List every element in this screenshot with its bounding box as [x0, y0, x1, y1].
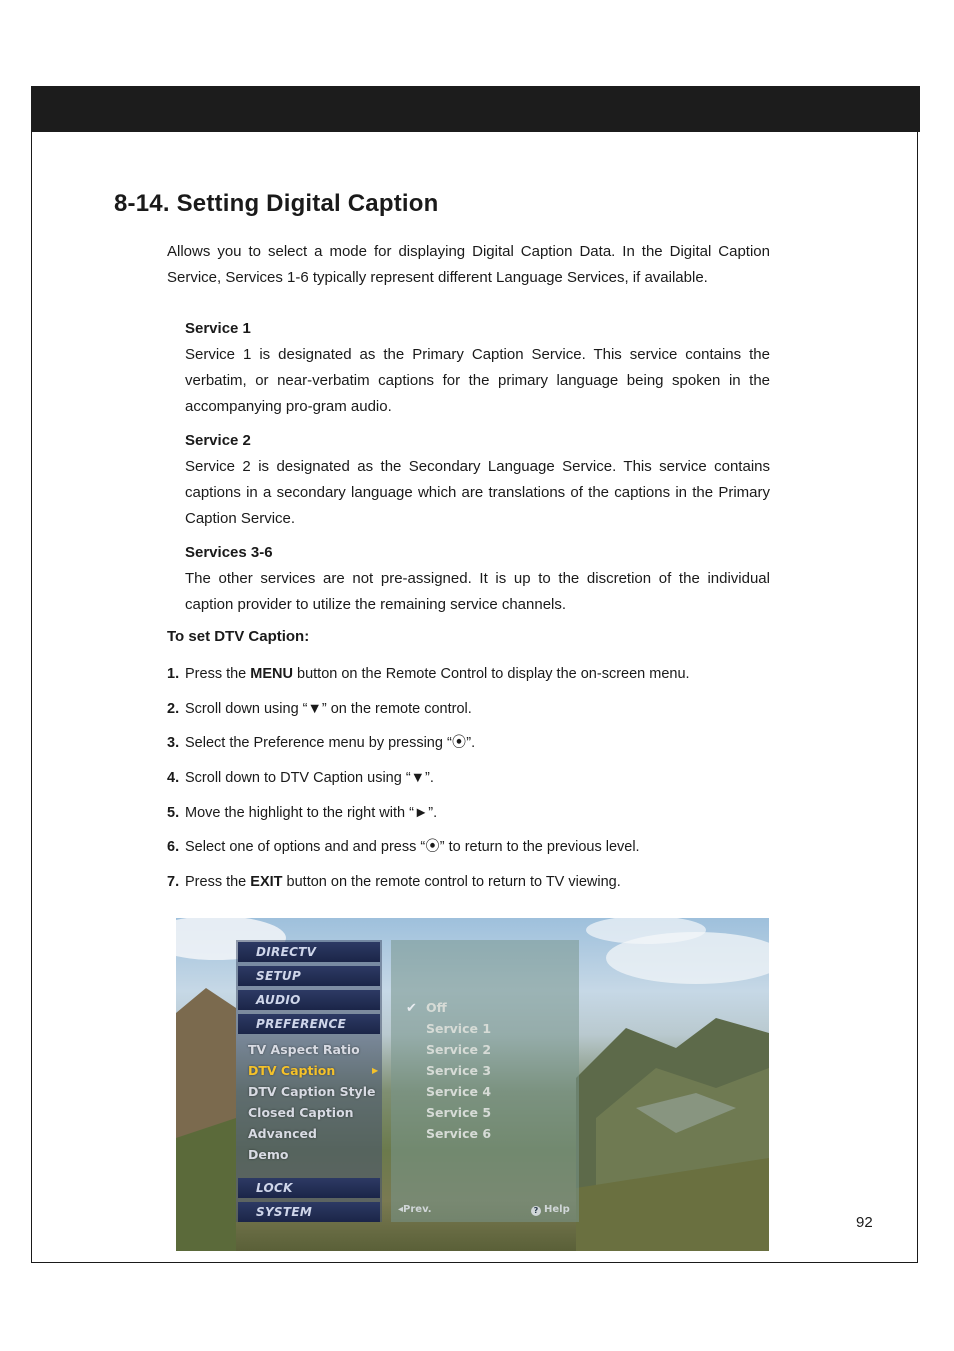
step-number: 7.	[167, 874, 180, 891]
help-button[interactable]	[531, 1202, 570, 1218]
page-number: 92	[856, 1214, 873, 1231]
tv-menu-screenshot	[176, 918, 769, 1251]
step-number: 6.	[167, 839, 180, 856]
service-2-body: Service 2 is designated as the Secondary Language Service. This service contains captions in a secondary language which are translations of the captions in the Primary Caption Service.	[185, 458, 770, 527]
procedure-steps	[167, 661, 690, 904]
step-keyword: MENU	[250, 666, 293, 682]
menu-item-tv-aspect-ratio[interactable]: TV Aspect Ratio	[248, 1042, 360, 1057]
menu-item-dtv-caption-style[interactable]: DTV Caption Style	[248, 1084, 376, 1099]
header-bar	[31, 86, 920, 132]
service-1-section	[185, 316, 770, 419]
procedure-heading: To set DTV Caption:	[167, 628, 310, 645]
step-number: 4.	[167, 770, 180, 787]
options-panel	[391, 940, 579, 1222]
step-text: Press the	[185, 666, 251, 682]
step-text: button on the remote control to return to TV viewing.	[282, 874, 621, 891]
step-number: 3.	[167, 735, 180, 752]
step-1	[167, 661, 690, 696]
menu-category-preference[interactable]: PREFERENCE	[238, 1014, 380, 1034]
menu-category-lock[interactable]: LOCK	[238, 1178, 380, 1198]
menu-item-dtv-caption[interactable]: DTV Caption	[248, 1063, 336, 1078]
step-text: Scroll down using “▼” on the remote control.	[185, 700, 472, 717]
option-service-3[interactable]: Service 3	[426, 1063, 492, 1078]
menu-category-audio[interactable]: AUDIO	[238, 990, 380, 1010]
option-service-4[interactable]: Service 4	[426, 1084, 492, 1099]
step-keyword: EXIT	[250, 874, 283, 891]
step-number: 5.	[167, 804, 180, 821]
option-service-1[interactable]: Service 1	[426, 1021, 492, 1036]
prev-label: Prev.	[403, 1204, 432, 1215]
step-text: Scroll down to DTV Caption using “▼”.	[185, 770, 434, 787]
intro-paragraph: Allows you to select a mode for displaying Digital Caption Data. In the Digital Caption Service, Services 1-6 typically represent different Language Services, if available.	[167, 243, 770, 286]
option-service-5[interactable]: Service 5	[426, 1105, 492, 1120]
step-text: button on the Remote Control to display the on-screen menu.	[292, 666, 690, 682]
check-icon: ✔	[406, 1000, 417, 1015]
menu-item-demo[interactable]: Demo	[248, 1147, 289, 1162]
step-text: Select the Preference menu by pressing “⦿”.	[185, 735, 476, 752]
service-1-body: Service 1 is designated as the Primary Caption Service. This service contains the verbatim, or near-verbatim captions for the primary language being spoken in the accompanying pro-gram audio.	[185, 346, 770, 415]
chevron-left-icon: ◂	[398, 1204, 404, 1215]
help-icon: ?	[531, 1206, 541, 1216]
step-3	[167, 730, 690, 765]
step-7	[167, 869, 690, 904]
step-6	[167, 834, 690, 869]
menu-category-system[interactable]: SYSTEM	[238, 1202, 380, 1222]
step-2	[167, 696, 690, 731]
menu-category-directv[interactable]: DIRECTV	[238, 942, 380, 962]
step-text: Press the	[185, 874, 251, 891]
submenu-arrow-icon: ▶	[372, 1066, 379, 1075]
step-text: Move the highlight to the right with “►”.	[185, 804, 438, 821]
menu-category-setup[interactable]: SETUP	[238, 966, 380, 986]
service-1-heading: Service 1	[185, 320, 251, 337]
menu-item-closed-caption[interactable]: Closed Caption	[248, 1105, 354, 1120]
services-3-6-body: The other services are not pre-assigned. It is up to the discretion of the individual caption provider to utilize the remaining service channels.	[185, 570, 770, 613]
option-service-6[interactable]: Service 6	[426, 1126, 492, 1141]
menu-item-advanced[interactable]: Advanced	[248, 1126, 317, 1141]
prev-button[interactable]	[398, 1202, 432, 1218]
step-number: 2.	[167, 700, 180, 717]
option-service-2[interactable]: Service 2	[426, 1042, 492, 1057]
page-title: 8-14. Setting Digital Caption	[114, 190, 439, 217]
step-4	[167, 765, 690, 800]
option-off[interactable]: Off	[426, 1000, 447, 1015]
step-number: 1.	[167, 666, 180, 682]
step-5	[167, 800, 690, 835]
service-2-section	[185, 428, 770, 531]
help-label: Help	[544, 1204, 570, 1215]
services-3-6-section	[185, 540, 770, 618]
service-2-heading: Service 2	[185, 432, 251, 449]
step-text: Select one of options and and press “⦿” to return to the previous level.	[185, 839, 640, 856]
services-3-6-heading: Services 3-6	[185, 544, 273, 561]
